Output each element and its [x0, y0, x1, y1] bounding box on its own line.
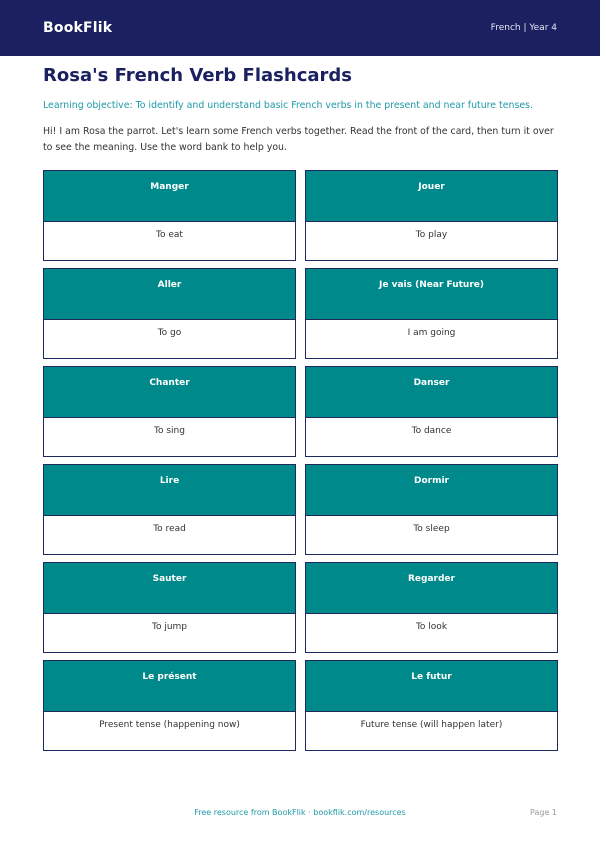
card-back: To go — [44, 319, 295, 358]
card-front: Jouer — [306, 171, 557, 221]
card-front: Le futur — [306, 661, 557, 711]
flashcard[interactable] — [305, 660, 558, 751]
flashcard[interactable] — [305, 366, 558, 457]
flashcard[interactable] — [305, 170, 558, 261]
card-front: Lire — [44, 465, 295, 515]
card-back: Future tense (will happen later) — [306, 711, 557, 750]
flashcard[interactable] — [43, 660, 296, 751]
card-front: Dormir — [306, 465, 557, 515]
flashcard[interactable] — [305, 268, 558, 359]
header-bar — [0, 0, 600, 56]
subject-year-label: French | Year 4 — [490, 23, 557, 33]
page-number: Page 1 — [530, 808, 557, 817]
flashcard[interactable] — [305, 562, 558, 653]
card-back: To read — [44, 515, 295, 554]
flashcard[interactable] — [43, 464, 296, 555]
card-back: To jump — [44, 613, 295, 652]
card-front: Aller — [44, 269, 295, 319]
brand-logo[interactable]: BookFlik — [43, 20, 113, 36]
card-back: To eat — [44, 221, 295, 260]
flashcard[interactable] — [305, 464, 558, 555]
card-front: Regarder — [306, 563, 557, 613]
learning-objective: Learning objective: To identify and understand basic French verbs in the present and near future tenses. — [43, 100, 533, 111]
card-back: To dance — [306, 417, 557, 456]
card-front: Manger — [44, 171, 295, 221]
card-back: To sleep — [306, 515, 557, 554]
flashcard[interactable] — [43, 170, 296, 261]
footer-credit[interactable]: Free resource from BookFlik · bookflik.com/resources — [194, 808, 406, 817]
card-front: Danser — [306, 367, 557, 417]
flashcard[interactable] — [43, 562, 296, 653]
card-back: Present tense (happening now) — [44, 711, 295, 750]
card-front: Sauter — [44, 563, 295, 613]
flashcard[interactable] — [43, 366, 296, 457]
card-back: To look — [306, 613, 557, 652]
card-back: I am going — [306, 319, 557, 358]
card-back: To play — [306, 221, 557, 260]
page-title: Rosa's French Verb Flashcards — [43, 65, 352, 86]
card-front: Je vais (Near Future) — [306, 269, 557, 319]
card-front: Le présent — [44, 661, 295, 711]
flashcard-grid — [43, 170, 558, 751]
card-front: Chanter — [44, 367, 295, 417]
intro-text: Hi! I am Rosa the parrot. Let's learn some French verbs together. Read the front of the card, then turn it over to see the meaning. Use the word bank to help you. — [43, 126, 554, 153]
flashcard[interactable] — [43, 268, 296, 359]
card-back: To sing — [44, 417, 295, 456]
